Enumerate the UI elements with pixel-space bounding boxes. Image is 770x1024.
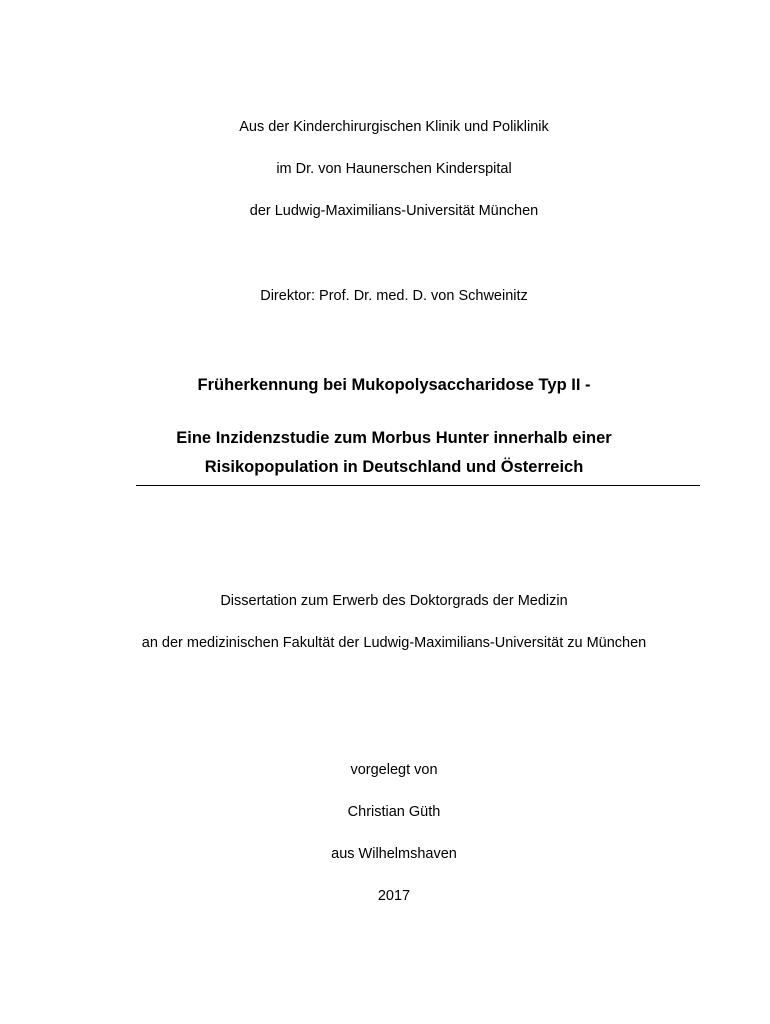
- presented-by-label: vorgelegt von: [350, 762, 438, 778]
- year: 2017: [377, 888, 411, 904]
- title-line-2: Eine Inzidenzstudie zum Morbus Hunter innerhalb einer: [176, 429, 612, 447]
- hospital-line: im Dr. von Haunerschen Kinderspital: [276, 161, 512, 177]
- faculty-line: an der medizinischen Fakultät der Ludwig-Maximilians-Universität zu München: [141, 635, 647, 651]
- title-line-3: Risikopopulation in Deutschland und Österreich: [204, 458, 584, 476]
- title-line-1: Früherkennung bei Mukopolysaccharidose Typ II -: [197, 376, 591, 394]
- director-line: Direktor: Prof. Dr. med. D. von Schweinitz: [260, 288, 528, 304]
- university-line: der Ludwig-Maximilians-Universität München: [249, 203, 539, 219]
- author-name: Christian Güth: [347, 804, 441, 820]
- title-divider: [136, 485, 700, 486]
- author-origin: aus Wilhelmshaven: [331, 846, 457, 862]
- clinic-line: Aus der Kinderchirurgischen Klinik und Poliklinik: [239, 119, 549, 135]
- dissertation-line: Dissertation zum Erwerb des Doktorgrads der Medizin: [220, 593, 568, 609]
